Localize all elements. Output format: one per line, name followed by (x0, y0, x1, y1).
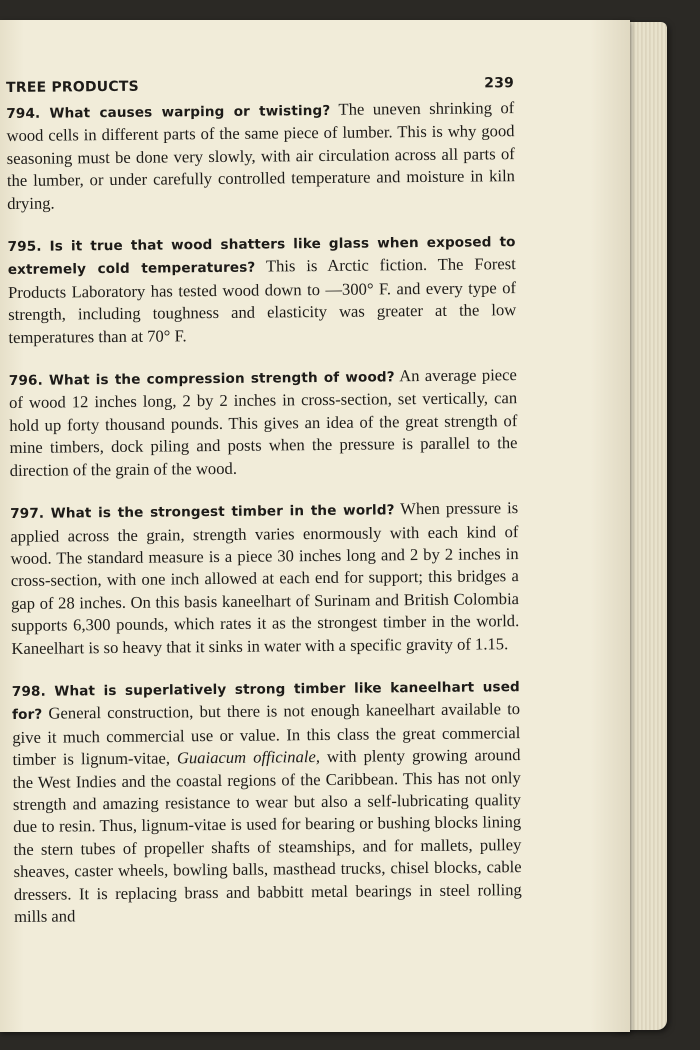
page-content (6, 75, 522, 948)
answer-part: General construction, but there is not enough kaneelhart available to give it much commercial use or value. In this class the great commercial timber is lignum-vitae, (12, 699, 521, 770)
answer-part: with plenty growing around the West Indies and the coastal regions of the Caribbean. This has not only strength and amazing resistance to wear but also a self-lubricating quality due to resin. Thus, lignum-vitae is used for bearing or bushing blocks lining the stern tubes of propeller shafts of steamships, and for mallets, pulley sheaves, caster wheels, bowling balls, masthead trucks, chisel blocks, cable dressers. It is replacing brass and babbitt metal bearings in steel rolling mills and (12, 745, 522, 926)
answer (12, 699, 522, 926)
book-page (0, 20, 630, 1032)
question: 798. What is superlatively strong timber like kaneelhart used for? (11, 679, 520, 724)
botanical-name: Guaiacum officinale, (176, 747, 321, 768)
answer: The uneven shrinking of wood cells in different parts of the same piece of lumber. This is why good seasoning must be done very slowly, with air circulation across all parts of the lumber, or under carefully controlled temperature and moisture in kiln drying. (6, 98, 516, 213)
question: 796. What is the compression strength of wood? (8, 369, 395, 390)
entry-794 (6, 97, 515, 215)
entry-795 (7, 230, 516, 349)
question: 794. What causes warping or twisting? (6, 102, 331, 122)
answer: This is Arctic fiction. The Forest Products Laboratory has tested wood down to —300° F. and every type of strength, including toughness and elasticity was greater at the low temperatures than at 70° F. (7, 254, 517, 347)
answer: When pressure is applied across the grain, strength varies enormously with each kind of wood. The standard measure is a piece 30 inches long and 2 by 2 inches in cross-section, with one inch allowed at each end for support; this bridges a gap of 28 inches. On this basis kaneelhart of Surinam and British Colombia supports 6,300 pounds, which rates it as the strongest timber in the world. Kaneelhart is so heavy that it sinks in water with a specific gravity of 1.15. (10, 498, 520, 658)
section-title: TREE PRODUCTS (6, 78, 139, 96)
entry-798 (12, 675, 522, 928)
answer: An average piece of wood 12 inches long, 2 by 2 inches in cross-section, set vertically, can hold up forty thousand pounds. This gives an idea of the great strength of mine timbers, dock piling and posts when the pressure is parallel to the direction of the grain of the wood. (9, 365, 518, 480)
page-number: 239 (484, 75, 515, 92)
question: 795. Is it true that wood shatters like glass when exposed to extremely cold temperatures? (7, 234, 516, 279)
running-head (6, 75, 514, 96)
entry-797 (10, 497, 519, 660)
entry-796 (9, 364, 518, 482)
question: 797. What is the strongest timber in the world? (10, 502, 395, 523)
